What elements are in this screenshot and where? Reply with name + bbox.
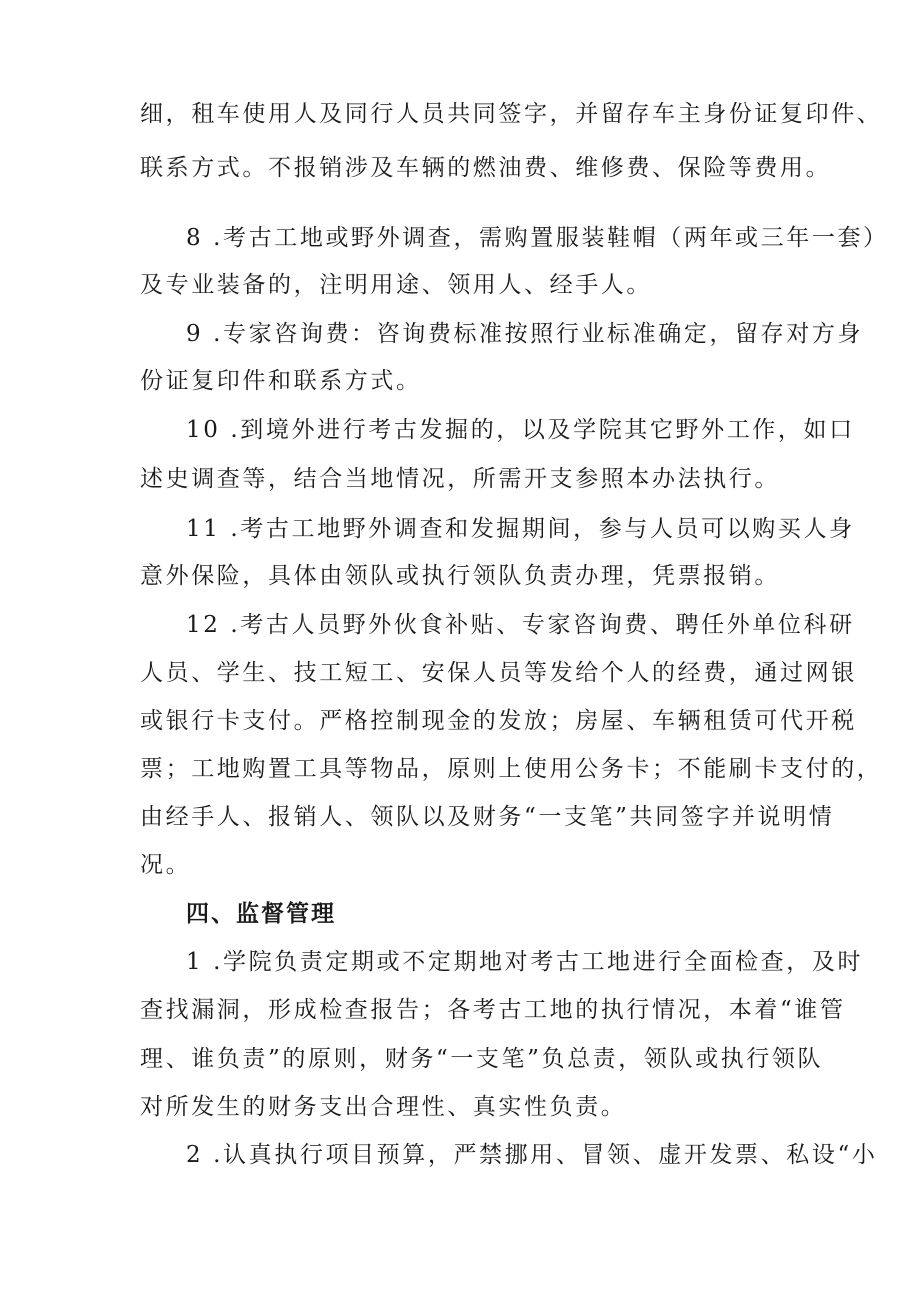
paragraph-line: [0, 90, 920, 138]
paragraph-line: [0, 261, 920, 309]
paragraph-line: [0, 601, 920, 649]
paragraph-line: [0, 1131, 920, 1179]
paragraph-text: 及专业装备的，注明用途、领用人、经手人。: [140, 272, 652, 298]
paragraph-text: 8 .考古工地或野外调查，需购置服装鞋帽（两年或三年一套）: [186, 225, 889, 251]
section-heading-text: 四、监督管理: [186, 901, 336, 927]
paragraph-line: [0, 841, 920, 889]
paragraph-text: 人员、学生、技工短工、安保人员等发给个人的经费，通过网银: [140, 660, 857, 686]
paragraph-line: [0, 938, 920, 986]
paragraph-text: 12 .考古人员野外伙食补贴、专家咨询费、聘任外单位科研: [186, 612, 855, 638]
paragraph-line: [0, 1035, 920, 1083]
paragraph-text: 11 .考古工地野外调查和发掘期间，参与人员可以购买人身: [186, 516, 855, 542]
paragraph-text: 2 .认真执行项目预算，严禁挪用、冒领、虚开发票、私设“小: [186, 1142, 878, 1168]
paragraph-line: [0, 357, 920, 405]
paragraph-line: [0, 406, 920, 454]
paragraph-line: [0, 649, 920, 697]
paragraph-text: 述史调查等，结合当地情况，所需开支参照本办法执行。: [140, 466, 780, 492]
paragraph-line: [0, 793, 920, 841]
paragraph-line: [0, 455, 920, 503]
paragraph-line: [0, 986, 920, 1034]
paragraph-line: [0, 214, 920, 262]
paragraph-text: 或银行卡支付。严格控制现金的发放；房屋、车辆租赁可代开税: [140, 708, 857, 734]
paragraph-line: [0, 310, 920, 358]
paragraph-text: 理、谁负责”的原则，财务“一支笔”负总责，领队或执行领队: [140, 1046, 824, 1072]
paragraph-text: 对所发生的财务支出合理性、真实性负责。: [140, 1094, 627, 1120]
section-heading: [0, 890, 920, 938]
paragraph-text: 份证复印件和联系方式。: [140, 368, 422, 394]
paragraph-text: 查找漏洞，形成检查报告；各考古工地的执行情况，本着“谁管: [140, 997, 846, 1023]
paragraph-text: 1 .学院负责定期或不定期地对考古工地进行全面检查，及时: [186, 949, 864, 975]
paragraph-line: [0, 552, 920, 600]
paragraph-text: 由经手人、报销人、领队以及财务“一支笔”共同签字并说明情: [140, 804, 835, 830]
paragraph-line: [0, 144, 920, 192]
paragraph-line: [0, 505, 920, 553]
paragraph-text: 9 .专家咨询费：咨询费标准按照行业标准确定，留存对方身: [186, 321, 864, 347]
paragraph-text: 票；工地购置工具等物品，原则上使用公务卡；不能刷卡支付的，: [140, 756, 883, 782]
paragraph-text: 况。: [140, 852, 192, 878]
paragraph-text: 联系方式。不报销涉及车辆的燃油费、维修费、保险等费用。: [140, 155, 832, 181]
paragraph-text: 10 .到境外进行考古发掘的，以及学院其它野外工作，如口: [186, 417, 855, 443]
paragraph-line: [0, 697, 920, 745]
paragraph-line: [0, 1083, 920, 1131]
paragraph-text: 意外保险，具体由领队或执行领队负责办理，凭票报销。: [140, 563, 780, 589]
paragraph-text: 细，租车使用人及同行人员共同签字，并留存车主身份证复印件、: [140, 101, 883, 127]
paragraph-line: [0, 745, 920, 793]
